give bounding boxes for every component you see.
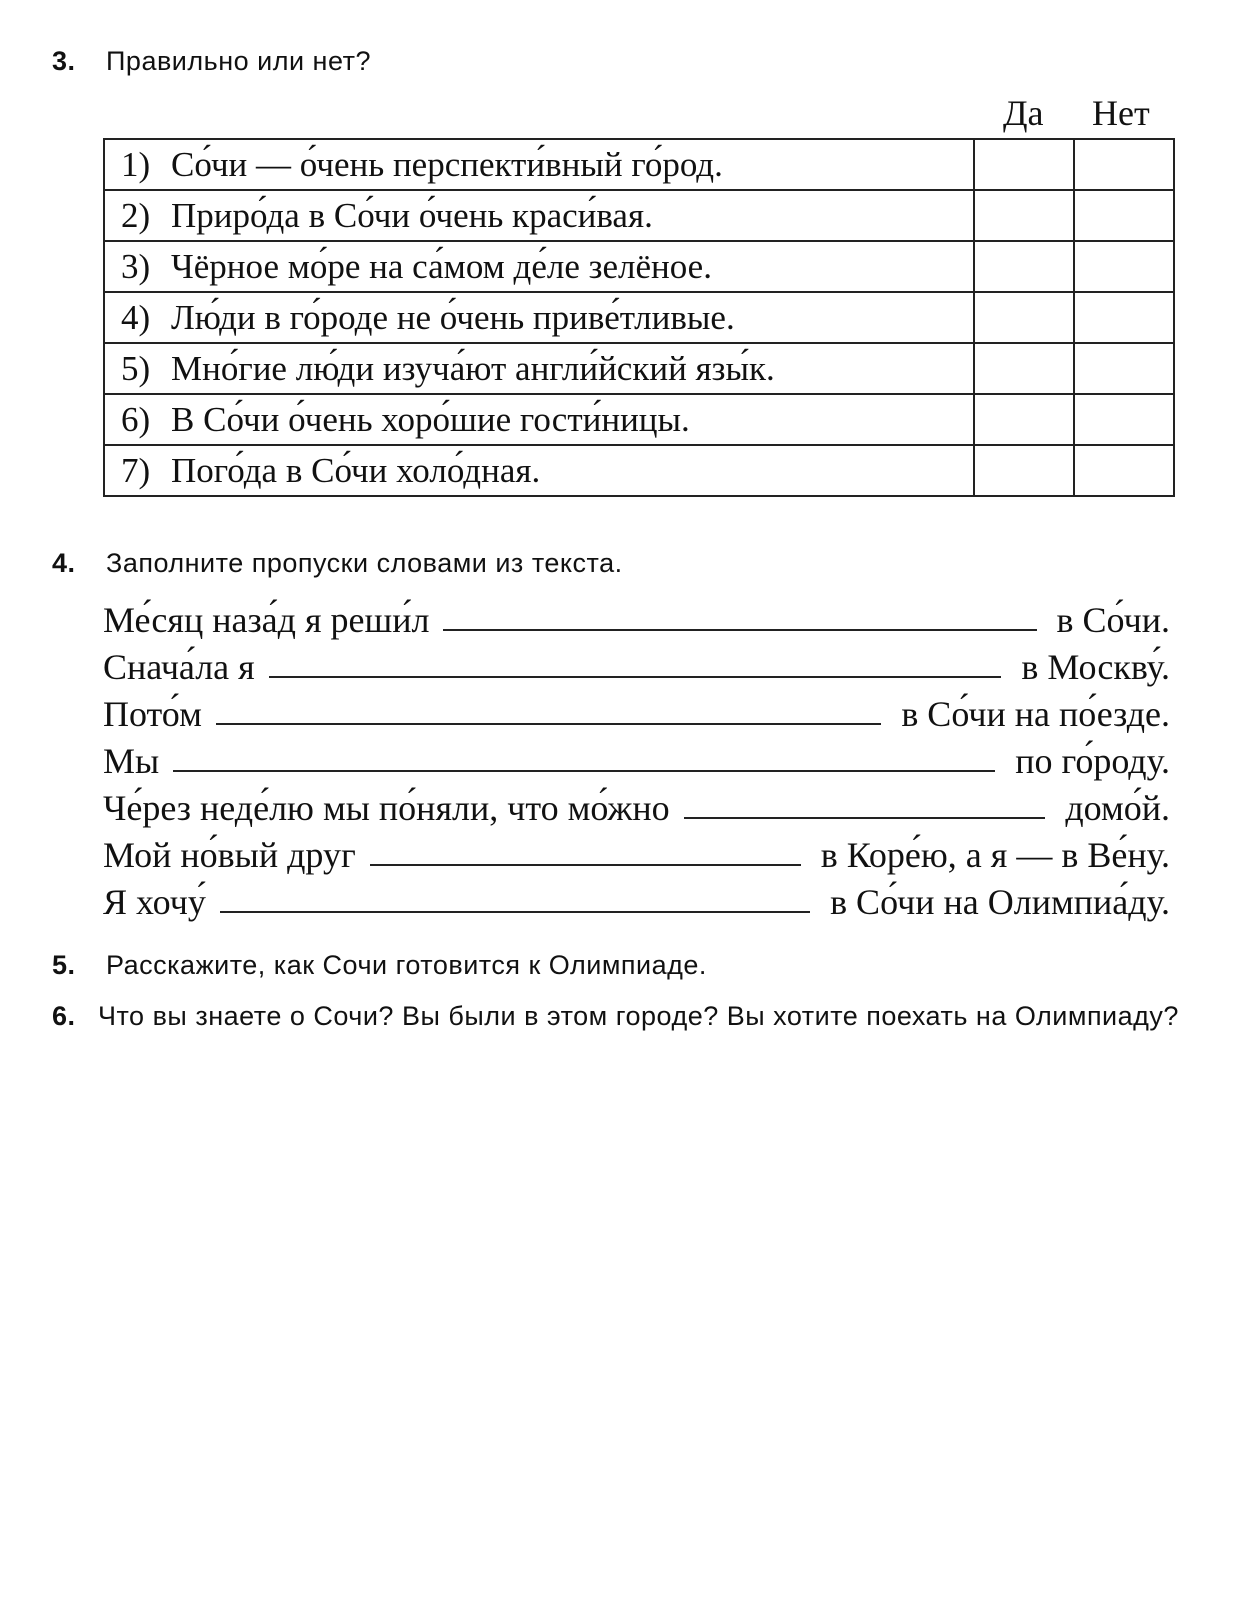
exercise-4-number: 4. bbox=[52, 548, 76, 578]
column-header-no: Нет bbox=[1092, 93, 1150, 133]
exercise-3-heading bbox=[52, 46, 371, 77]
answer-box-no[interactable] bbox=[1074, 292, 1174, 343]
answer-box-yes[interactable] bbox=[974, 292, 1074, 343]
statement-row bbox=[104, 241, 1174, 292]
exercise-5-heading bbox=[52, 950, 707, 981]
column-header-yes: Да bbox=[1003, 93, 1044, 133]
fill-line bbox=[103, 594, 1170, 641]
statement-number: 1) bbox=[121, 144, 151, 184]
answer-box-yes[interactable] bbox=[974, 241, 1074, 292]
fill-line bbox=[103, 876, 1170, 923]
fill-line-before: Я хочу́ bbox=[103, 882, 206, 922]
fill-line-before: Мы bbox=[103, 741, 160, 781]
statement-row bbox=[104, 190, 1174, 241]
fill-line bbox=[103, 735, 1170, 782]
blank-field[interactable] bbox=[684, 816, 1046, 819]
statement-cell bbox=[104, 139, 974, 190]
fill-line-before: Мой но́вый друг bbox=[103, 835, 356, 875]
statement-number: 7) bbox=[121, 450, 151, 490]
exercise-6-number: 6. bbox=[52, 1001, 76, 1031]
fill-in-blanks bbox=[103, 594, 1170, 923]
statement-cell bbox=[104, 343, 974, 394]
statement-row bbox=[104, 394, 1174, 445]
statement-number: 4) bbox=[121, 297, 151, 337]
fill-line-after: в Со́чи. bbox=[1056, 600, 1170, 640]
answer-box-no[interactable] bbox=[1074, 445, 1174, 496]
fill-line-after: в Со́чи на Олимпиа́ду. bbox=[830, 882, 1170, 922]
fill-line-after: в Со́чи на по́езде. bbox=[901, 694, 1170, 734]
answer-box-yes[interactable] bbox=[974, 445, 1074, 496]
blank-field[interactable] bbox=[370, 863, 801, 866]
statement-text: В Со́чи о́чень хоро́шие гости́ницы. bbox=[171, 399, 690, 439]
answer-box-no[interactable] bbox=[1074, 190, 1174, 241]
fill-line-after: домо́й. bbox=[1065, 788, 1170, 828]
fill-line-before: Пото́м bbox=[103, 694, 202, 734]
exercise-4-title: Заполните пропуски словами из текста. bbox=[106, 548, 623, 578]
fill-line bbox=[103, 688, 1170, 735]
statement-cell bbox=[104, 241, 974, 292]
answer-box-no[interactable] bbox=[1074, 394, 1174, 445]
blank-field[interactable] bbox=[216, 722, 881, 725]
exercise-6-title: Что вы знаете о Сочи? Вы были в этом городе? Вы хотите поехать на Олимпиаду? bbox=[98, 1001, 1179, 1031]
exercise-6-heading bbox=[52, 998, 1182, 1034]
statement-number: 5) bbox=[121, 348, 151, 388]
statement-number: 3) bbox=[121, 246, 151, 286]
blank-field[interactable] bbox=[220, 910, 810, 913]
answer-box-no[interactable] bbox=[1074, 343, 1174, 394]
answer-box-yes[interactable] bbox=[974, 343, 1074, 394]
blank-field[interactable] bbox=[269, 675, 1002, 678]
fill-line-before: Снача́ла я bbox=[103, 647, 255, 687]
fill-line-after: по го́роду. bbox=[1015, 741, 1170, 781]
fill-line bbox=[103, 641, 1170, 688]
blank-field[interactable] bbox=[173, 769, 995, 772]
fill-line-before: Че́рез неде́лю мы по́няли, что мо́жно bbox=[103, 788, 670, 828]
fill-line-after: в Коре́ю, а я — в Ве́ну. bbox=[820, 835, 1170, 875]
statement-text: Лю́ди в го́роде не о́чень приве́тливые. bbox=[171, 297, 735, 337]
statement-cell bbox=[104, 190, 974, 241]
statement-cell bbox=[104, 394, 974, 445]
exercise-3-number: 3. bbox=[52, 46, 76, 76]
exercise-4-heading bbox=[52, 548, 623, 579]
answer-box-yes[interactable] bbox=[974, 190, 1074, 241]
statement-text: Чёрное мо́ре на са́мом де́ле зелёное. bbox=[171, 246, 712, 286]
exercise-3-title: Правильно или нет? bbox=[106, 46, 371, 76]
exercise-5-title: Расскажите, как Сочи готовится к Олимпиаде. bbox=[106, 950, 707, 980]
statement-number: 6) bbox=[121, 399, 151, 439]
statement-row bbox=[104, 343, 1174, 394]
statement-cell bbox=[104, 292, 974, 343]
exercise-5-number: 5. bbox=[52, 950, 76, 980]
fill-line bbox=[103, 829, 1170, 876]
statement-text: Мно́гие лю́ди изуча́ют англи́йский язы́к. bbox=[171, 348, 775, 388]
statement-cell bbox=[104, 445, 974, 496]
blank-field[interactable] bbox=[443, 628, 1036, 631]
statement-row bbox=[104, 139, 1174, 190]
fill-line-before: Ме́сяц наза́д я реши́л bbox=[103, 600, 430, 640]
statement-number: 2) bbox=[121, 195, 151, 235]
statement-row bbox=[104, 292, 1174, 343]
statement-row bbox=[104, 445, 1174, 496]
statement-text: Приро́да в Со́чи о́чень краси́вая. bbox=[171, 195, 653, 235]
answer-box-no[interactable] bbox=[1074, 139, 1174, 190]
true-false-table bbox=[103, 138, 1175, 497]
fill-line-after: в Москву́. bbox=[1021, 647, 1170, 687]
fill-line bbox=[103, 782, 1170, 829]
answer-box-yes[interactable] bbox=[974, 394, 1074, 445]
statement-text: Со́чи — о́чень перспекти́вный го́род. bbox=[171, 144, 723, 184]
answer-box-yes[interactable] bbox=[974, 139, 1074, 190]
statement-text: Пого́да в Со́чи холо́дная. bbox=[171, 450, 541, 490]
answer-box-no[interactable] bbox=[1074, 241, 1174, 292]
